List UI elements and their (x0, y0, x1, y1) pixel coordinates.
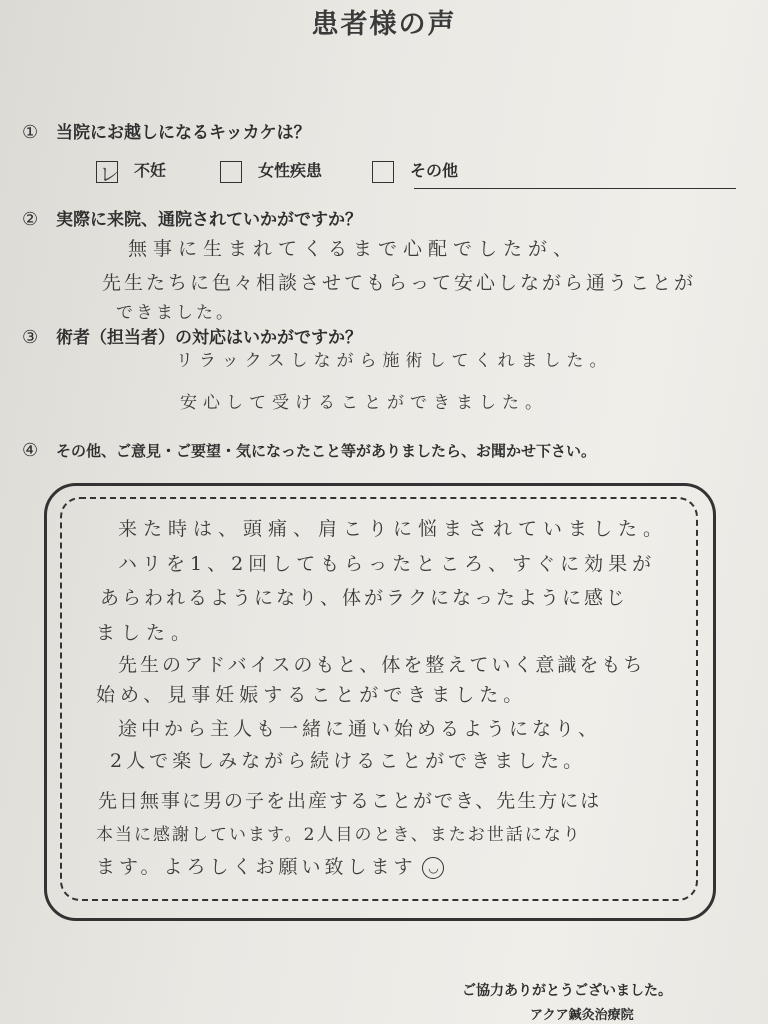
thanks-message: ご協力ありがとうございました。 (462, 983, 672, 999)
smiley-icon: ◡ (422, 857, 444, 879)
option-female-disorder[interactable] (220, 158, 322, 183)
question-number: ① (22, 122, 39, 143)
handwritten-line: ました。 (96, 622, 197, 644)
question-2 (22, 205, 362, 230)
handwritten-line: ハリを1、2回してもらったところ、すぐに効果が (118, 553, 657, 575)
handwritten-text: ます。よろしくお願い致します (96, 856, 417, 878)
question-text: 術者（担当者）の対応はいかがですか？ (56, 328, 362, 348)
checkbox[interactable] (372, 161, 394, 183)
handwritten-line: あらわれるようになり、体がラクになったように感じ (100, 587, 629, 609)
handwritten-line: リラックスしながら施術してくれました。 (176, 351, 613, 371)
handwritten-line: 本当に感謝しています。2人目のとき、またお世話になり (96, 825, 582, 845)
question-4 (22, 440, 596, 461)
option-other[interactable] (372, 158, 458, 183)
page-title: 患者様の声 (311, 9, 457, 40)
clinic-name: アクア鍼灸治療院 (530, 1008, 634, 1023)
checkbox-checked[interactable] (96, 161, 119, 186)
option-infertility[interactable] (96, 158, 167, 186)
other-answer-line (414, 188, 736, 189)
checkbox[interactable] (220, 161, 242, 183)
handwritten-line: できました。 (116, 303, 236, 323)
question-text: 当院にお越しになるキッカケは？ (56, 123, 311, 143)
question-number: ③ (22, 327, 39, 348)
question-text: その他、ご意見・ご要望・気になったこと等がありましたら、お聞かせ下さい。 (56, 442, 597, 460)
handwritten-line: 先日無事に男の子を出産することができ、先生方には (98, 790, 602, 812)
check-mark-icon: レ (99, 161, 119, 186)
question-number: ② (22, 209, 39, 230)
handwritten-line: 先生たちに色々相談させてもらって安心しながら通うことが (102, 272, 697, 294)
handwritten-line: 無事に生まれてくるまで心配でしたが、 (128, 238, 579, 260)
handwritten-line: 来た時は、頭痛、肩こりに悩まされていました。 (118, 518, 669, 540)
question-1 (22, 118, 311, 143)
handwritten-line: 先生のアドバイスのもと、体を整えていく意識をもち (118, 654, 646, 676)
question-3 (22, 323, 362, 348)
handwritten-line (96, 852, 444, 879)
handwritten-line: 途中から主人も一緒に通い始めるようになり、 (118, 718, 602, 740)
option-label: その他 (410, 161, 459, 180)
handwritten-line: 始め、見事妊娠することができました。 (96, 684, 528, 706)
question-number: ④ (22, 440, 39, 461)
handwritten-line: 安心して受けることができました。 (180, 393, 548, 413)
option-label: 不妊 (134, 161, 167, 180)
question-text: 実際に来院、通院されていかがですか？ (56, 210, 362, 230)
option-label: 女性疾患 (258, 161, 323, 180)
handwritten-line: 2人で楽しみながら続けることができました。 (110, 750, 587, 772)
